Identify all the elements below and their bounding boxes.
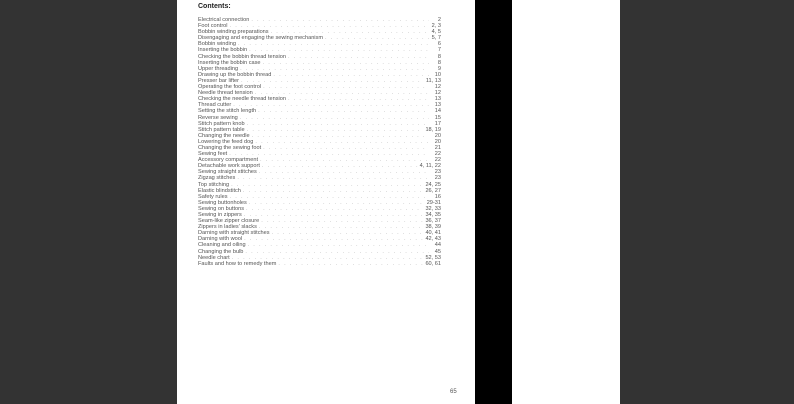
toc-entry-pages: 16 [434, 193, 441, 200]
toc-entry-title: Disengaging and engaging the sewing mechanism [198, 35, 324, 42]
toc-entry-title: Sewing in zippers [198, 212, 242, 218]
toc-entry-title: Stitch pattern table [198, 126, 245, 133]
toc-entry-title: Elastic blindstitch [198, 187, 241, 194]
table-of-contents [198, 17, 441, 267]
toc-entry-pages: 14 [434, 108, 441, 115]
toc-entry-pages: 8 [437, 53, 441, 60]
toc-entry-pages: 20 [434, 138, 441, 145]
toc-entry-title: Inserting the bobbin [198, 47, 248, 54]
toc-entry-pages: 10 [434, 71, 441, 78]
toc-entry-title: Sewing feet [198, 151, 228, 158]
toc-entry-title: Sewing on buttons [198, 205, 245, 212]
toc-entry-pages: 12 [434, 90, 441, 97]
toc-entry-title: Bobbin winding [198, 41, 236, 48]
toc-entry-pages: 9 [437, 65, 441, 72]
toc-entry-title: Operating the foot control [198, 84, 262, 91]
toc-entry-title: Safety rules [198, 193, 228, 200]
toc-entry-title: Darning with straight stitches [198, 230, 270, 237]
toc-entry-title: Checking the bobbin thread tension [198, 53, 287, 60]
toc-entry-pages: 34, 35 [425, 212, 441, 218]
toc-entry-pages: 45 [434, 248, 441, 255]
toc-entry-title: Sewing buttonholes [198, 199, 247, 206]
toc-entry-title: Accessory compartment [198, 157, 258, 164]
toc-entry-title: Top stitching [198, 181, 230, 188]
toc-entry-pages: 40, 41 [425, 230, 441, 237]
page-margin [512, 0, 620, 404]
toc-entry-pages: 60, 61 [425, 260, 441, 267]
toc-entry-title: Faults and how to remedy them [198, 260, 277, 267]
toc-entry-pages: 24, 25 [425, 181, 441, 188]
toc-entry-pages: 44 [434, 242, 441, 249]
toc-entry-title: Checking the needle thread tension [198, 96, 287, 103]
toc-entry-pages: 6 [437, 41, 441, 48]
toc-entry-pages: 23 [434, 175, 441, 182]
toc-entry-pages: 18, 19 [425, 126, 441, 133]
toc-entry-pages: 29-31 [426, 199, 441, 206]
toc-entry-title: Changing the sewing foot [198, 144, 262, 151]
toc-entry-pages: 4, 5 [431, 29, 441, 36]
toc-entry-pages: 7 [437, 47, 441, 54]
dot-leader [278, 261, 423, 267]
toc-entry-title: Darning with wool [198, 236, 243, 243]
redaction-bar [475, 0, 512, 404]
toc-entry-title: Lowering the feed dog [198, 138, 254, 145]
toc-entry-pages: 11, 13 [425, 77, 441, 84]
toc-entry-title: Bobbin winding preparations [198, 29, 269, 36]
toc-entry-title: Needle chart [198, 254, 230, 261]
toc-entry-title: Inserting the bobbin case [198, 59, 261, 66]
toc-entry-title: Foot control [198, 23, 228, 30]
toc-entry-pages: 23 [434, 169, 441, 176]
toc-entry-pages: 32, 33 [425, 205, 441, 212]
toc-entry-title: Reverse sewing [198, 114, 238, 121]
toc-entry [198, 261, 441, 267]
contents-heading: Contents: [198, 3, 231, 10]
toc-entry-title: Stitch pattern knob [198, 120, 245, 127]
toc-entry-pages: 13 [434, 96, 441, 103]
toc-entry-pages: 4, 11, 22 [419, 163, 441, 170]
toc-entry-pages: 15 [434, 114, 441, 121]
toc-entry-title: Upper threading [198, 65, 239, 72]
toc-entry-title: Changing the bulb [198, 248, 244, 255]
toc-entry-pages: 12 [434, 84, 441, 91]
toc-entry-pages: 2 [437, 17, 441, 23]
toc-entry-title: Setting the stitch length [198, 108, 257, 115]
toc-entry-pages: 52, 53 [425, 254, 441, 261]
toc-entry-pages: 38, 39 [425, 224, 441, 231]
toc-entry-pages: 5, 7 [431, 35, 441, 42]
toc-entry-title: Zippers in ladies' slacks [198, 224, 257, 231]
toc-entry-title: Sewing straight stitches [198, 169, 257, 176]
toc-entry-pages: 22 [434, 151, 441, 158]
toc-entry-title: Seam-like zipper closure [198, 218, 260, 225]
toc-entry-title: Needle thread tension [198, 90, 253, 97]
toc-entry-pages: 36, 37 [425, 218, 441, 225]
toc-entry-title: Zigzag stitches [198, 175, 236, 182]
toc-entry-title: Presser bar lifter [198, 77, 240, 84]
toc-entry-pages: 2, 3 [431, 23, 441, 30]
toc-entry-pages: 42, 43 [425, 236, 441, 243]
toc-entry-pages: 22 [434, 157, 441, 164]
toc-entry-pages: 13 [434, 102, 441, 109]
toc-entry-pages: 21 [434, 144, 441, 151]
toc-entry-title: Changing the needle [198, 132, 250, 139]
toc-entry-title: Cleaning and oiling [198, 242, 246, 249]
toc-entry-title: Electrical connection [198, 17, 250, 23]
toc-entry-title: Thread cutter [198, 102, 232, 109]
page-number: 65 [450, 389, 457, 395]
toc-entry-pages: 17 [434, 120, 441, 127]
toc-entry-title: Detachable work support [198, 163, 260, 170]
toc-entry-pages: 26, 27 [425, 187, 441, 194]
toc-entry-pages: 8 [437, 59, 441, 66]
toc-entry-pages: 20 [434, 132, 441, 139]
toc-entry-title: Drawing up the bobbin thread [198, 71, 272, 78]
